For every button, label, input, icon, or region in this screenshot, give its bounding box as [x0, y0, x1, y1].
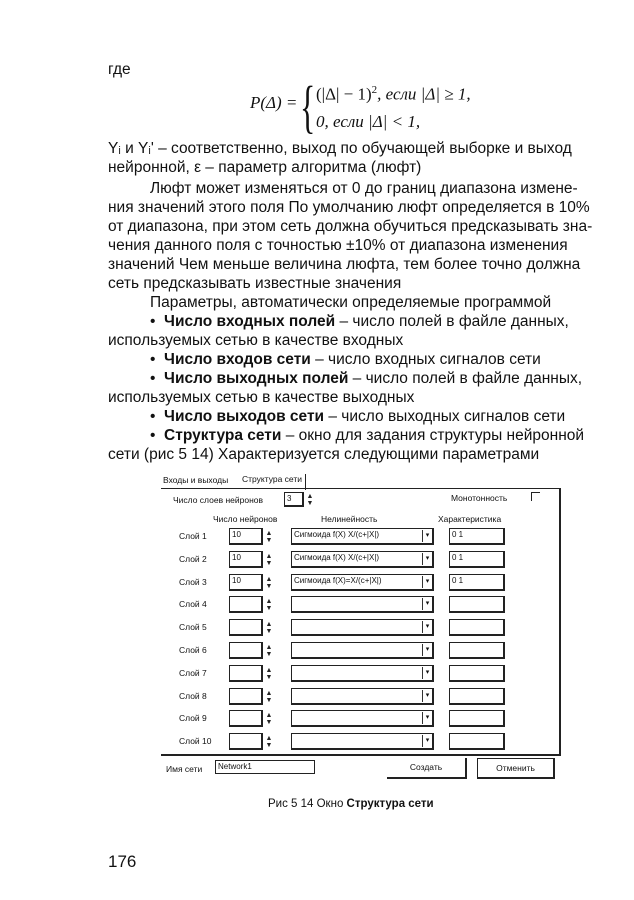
layer-nonlinearity-select[interactable] — [291, 596, 434, 613]
net-name-label: Имя сети — [166, 764, 203, 774]
layer-nonlinearity-select[interactable] — [291, 551, 434, 568]
p1-line-2: нейронной, ε – параметр алгоритма (люфт) — [108, 159, 422, 176]
p1-line-1: Yᵢ и Yᵢ' – соответственно, выход по обучающей выборке и выход — [108, 140, 572, 157]
formula-case-2: 0, если |Δ| < 1, — [316, 112, 421, 131]
formula-case-1 — [316, 84, 471, 105]
p2-line-2: ния значений этого поля По умолчанию люфт определяется в 10% — [108, 199, 590, 216]
chevron-down-icon[interactable]: ▾ — [422, 530, 432, 542]
bullet-3 — [150, 369, 582, 388]
layer-neurons-input[interactable] — [229, 619, 263, 636]
bullet-3-desc: – число полей в файле данных, — [348, 370, 583, 387]
bullet-dot: • — [150, 370, 165, 387]
bullet-1-cont: используемых сетью в качестве входных — [108, 332, 404, 349]
layer-nonlinearity-value: Сигмоида f(X) X/(c+|X|) — [294, 553, 380, 562]
layer-nonlinearity-select[interactable] — [291, 665, 434, 682]
p2-line-1: Люфт может изменяться от 0 до границ диапазона измене- — [150, 180, 578, 197]
bullet-2-term: Число входов сети — [164, 351, 311, 368]
bullet-1-term: Число входных полей — [164, 313, 336, 330]
chevron-down-icon[interactable]: ▾ — [422, 598, 432, 610]
bullet-dot: • — [150, 313, 165, 330]
layer-nonlinearity-select[interactable] — [291, 619, 434, 636]
bullet-5-term: Структура сети — [164, 427, 282, 444]
bullet-5 — [150, 426, 584, 445]
layer-neurons-spinner[interactable]: ▲ ▼ — [265, 644, 273, 658]
col-neurons-header: Число нейронов — [213, 514, 278, 524]
layers-count-input[interactable]: 3 — [284, 492, 304, 507]
layer-neurons-spinner[interactable]: ▲ ▼ — [265, 598, 273, 612]
tab-structure[interactable]: Структура сети — [242, 474, 306, 490]
layer-label: Слой 4 — [179, 599, 207, 609]
layer-nonlinearity-select[interactable] — [291, 710, 434, 727]
bullet-3-cont: используемых сетью в качестве выходных — [108, 389, 415, 406]
layer-characteristic-input[interactable] — [449, 596, 505, 613]
layer-characteristic-input[interactable] — [449, 733, 505, 750]
layer-neurons-input[interactable]: 10 — [229, 574, 263, 591]
layer-characteristic-input[interactable] — [449, 688, 505, 705]
layer-nonlinearity-select[interactable] — [291, 733, 434, 750]
bullet-2 — [150, 350, 541, 369]
layer-neurons-input[interactable]: 10 — [229, 528, 263, 545]
p2-line-5: значений Чем меньше величина люфта, тем более точно должна — [108, 256, 581, 273]
bullet-4-term: Число выходов сети — [164, 408, 325, 425]
layer-label: Слой 10 — [179, 736, 212, 746]
layer-nonlinearity-select[interactable] — [291, 574, 434, 591]
layer-label: Слой 9 — [179, 713, 207, 723]
layer-nonlinearity-select[interactable] — [291, 688, 434, 705]
layer-characteristic-input[interactable] — [449, 710, 505, 727]
bullet-5-desc: – окно для задания структуры нейронной — [281, 427, 585, 444]
structure-window — [155, 468, 575, 788]
layer-neurons-input[interactable] — [229, 733, 263, 750]
bullet-dot: • — [150, 427, 165, 444]
bullet-5-cont: сети (рис 5 14) Характеризуется следующими параметрами — [108, 446, 540, 463]
layer-label: Слой 7 — [179, 668, 207, 678]
monotonic-checkbox[interactable] — [531, 492, 540, 501]
tab-inputs-outputs[interactable]: Входы и выходы — [163, 475, 229, 485]
chevron-down-icon[interactable]: ▾ — [422, 735, 432, 747]
layer-neurons-spinner[interactable]: ▲ ▼ — [265, 530, 273, 544]
bullet-4-desc: – число выходных сигналов сети — [324, 408, 566, 425]
cancel-button[interactable]: Отменить — [477, 758, 555, 779]
layer-neurons-spinner[interactable]: ▲ ▼ — [265, 553, 273, 567]
case1-expr: (|Δ| − 1) — [316, 84, 372, 104]
layer-nonlinearity-value: Сигмоида f(X) X/(c+|X|) — [294, 530, 380, 539]
layer-nonlinearity-select[interactable] — [291, 528, 434, 545]
layer-label: Слой 5 — [179, 622, 207, 632]
chevron-down-icon[interactable]: ▾ — [422, 690, 432, 702]
layer-nonlinearity-select[interactable] — [291, 642, 434, 659]
layer-characteristic-input[interactable]: 0 1 — [449, 551, 505, 568]
col-characteristic-header: Характеристика — [438, 514, 502, 524]
layer-neurons-input[interactable] — [229, 688, 263, 705]
chevron-down-icon[interactable]: ▾ — [422, 712, 432, 724]
p2-line-4: чения данного поля с точностью ±10% от диапазона изменения — [108, 237, 568, 254]
bullet-dot: • — [150, 408, 165, 425]
layer-neurons-input[interactable] — [229, 596, 263, 613]
layer-neurons-input[interactable] — [229, 710, 263, 727]
layer-characteristic-input[interactable]: 0 1 — [449, 574, 505, 591]
monotonic-label: Монотонность — [451, 493, 508, 503]
layer-characteristic-input[interactable] — [449, 619, 505, 636]
layer-characteristic-input[interactable]: 0 1 — [449, 528, 505, 545]
layer-neurons-input[interactable] — [229, 665, 263, 682]
layers-count-spinner[interactable]: ▲ ▼ — [306, 493, 314, 507]
layer-label: Слой 8 — [179, 691, 207, 701]
caption-plain: Рис 5 14 Окно — [268, 798, 347, 810]
page-number: 176 — [108, 852, 137, 871]
col-nonlinearity-header: Нелинейность — [321, 514, 378, 524]
caption-bold: Структура сети — [346, 798, 434, 810]
case1-exp: 2 — [371, 84, 378, 96]
chevron-down-icon[interactable]: ▾ — [422, 621, 432, 633]
layer-label: Слой 3 — [179, 577, 207, 587]
bullet-3-term: Число выходных полей — [164, 370, 349, 387]
layer-label: Слой 1 — [179, 531, 207, 541]
layer-neurons-spinner[interactable]: ▲ ▼ — [265, 735, 273, 749]
layer-label: Слой 6 — [179, 645, 207, 655]
p2-line-3: от диапазона, при этом сеть должна обучиться предсказывать зна- — [108, 218, 593, 235]
layer-nonlinearity-value: Сигмоида f(X)=X/(c+|X|) — [294, 576, 382, 585]
formula-brace: { — [300, 74, 316, 139]
create-button[interactable]: Создать — [387, 758, 467, 779]
layer-label: Слой 2 — [179, 554, 207, 564]
chevron-down-icon[interactable]: ▾ — [422, 576, 432, 588]
bullet-1 — [150, 312, 569, 331]
layer-neurons-spinner[interactable]: ▲ ▼ — [265, 621, 273, 635]
bullet-4 — [150, 407, 565, 426]
formula-lhs: P(Δ) = — [250, 93, 298, 112]
where-word: где — [108, 61, 131, 78]
layer-neurons-input[interactable]: 10 — [229, 551, 263, 568]
layer-neurons-spinner[interactable]: ▲ ▼ — [265, 576, 273, 590]
case1-cond: , если |Δ| ≥ 1, — [377, 84, 471, 104]
p2-line-6: сеть предсказывать известные значения — [108, 275, 402, 292]
bullet-2-desc: – число входных сигналов сети — [310, 351, 541, 368]
layer-neurons-spinner[interactable]: ▲ ▼ — [265, 667, 273, 681]
figure-caption — [268, 798, 434, 810]
layer-neurons-input[interactable] — [229, 642, 263, 659]
layer-neurons-spinner[interactable]: ▲ ▼ — [265, 690, 273, 704]
layer-characteristic-input[interactable] — [449, 665, 505, 682]
bullet-1-desc: – число полей в файле данных, — [335, 313, 569, 330]
chevron-down-icon[interactable]: ▾ — [422, 553, 432, 565]
layers-count-label: Число слоев нейронов — [173, 495, 264, 505]
layer-neurons-spinner[interactable]: ▲ ▼ — [265, 712, 273, 726]
p3: Параметры, автоматически определяемые программой — [150, 294, 552, 311]
bullet-dot: • — [150, 351, 165, 368]
layer-characteristic-input[interactable] — [449, 642, 505, 659]
net-name-input[interactable]: Network1 — [215, 760, 315, 774]
chevron-down-icon[interactable]: ▾ — [422, 644, 432, 656]
chevron-down-icon[interactable]: ▾ — [422, 667, 432, 679]
